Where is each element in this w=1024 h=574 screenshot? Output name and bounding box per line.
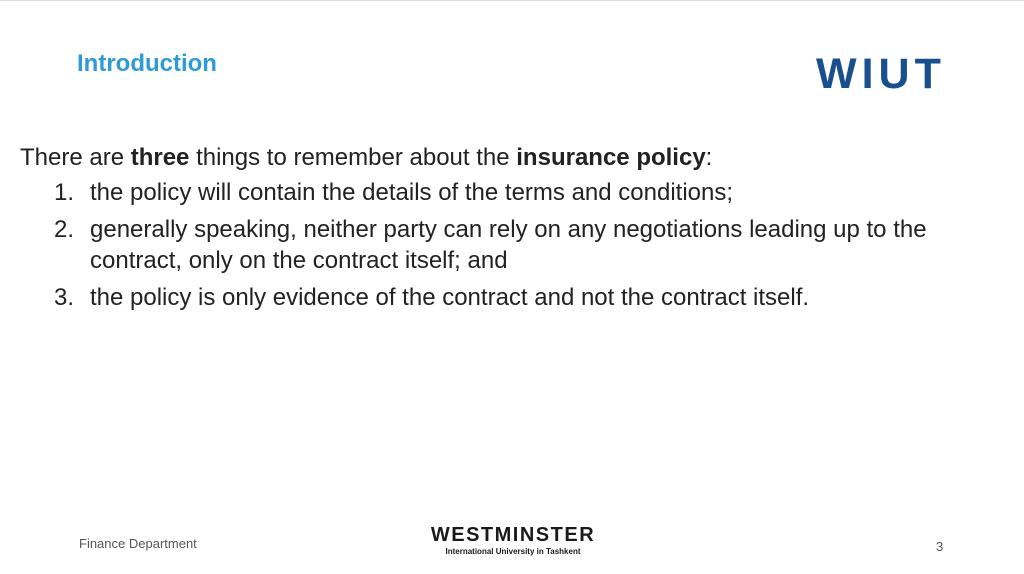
page-number: 3 <box>936 539 944 554</box>
intro-prefix: There are <box>20 144 131 171</box>
list-item-text: generally speaking, neither party can rely on any negotiations leading up to the contract, only on the contract itself; and <box>90 216 927 274</box>
slide-top-border <box>0 0 1024 1</box>
intro-bold-insurance-policy: insurance policy <box>516 144 706 171</box>
westminster-logo-main: WESTMINSTER <box>430 524 596 546</box>
wiut-logo: WIUT <box>816 50 946 98</box>
intro-line <box>20 142 980 173</box>
list-item <box>20 177 980 208</box>
list-item-number: 3. <box>54 284 75 311</box>
intro-suffix: : <box>705 144 713 171</box>
list-item <box>20 214 980 276</box>
list-item-text: the policy will contain the details of the terms and conditions; <box>90 179 734 206</box>
slide-body <box>20 142 980 319</box>
points-list <box>20 177 980 313</box>
slide-title: Introduction <box>77 50 217 77</box>
list-item-text: the policy is only evidence of the contract and not the contract itself. <box>90 284 810 311</box>
list-item-number: 2. <box>54 216 75 243</box>
list-item-number: 1. <box>54 179 75 206</box>
intro-bold-three: three <box>130 144 190 171</box>
westminster-logo-sub: International University in Tashkent <box>445 547 581 556</box>
intro-middle: things to remember about the <box>189 144 517 171</box>
list-item <box>20 282 980 313</box>
footer-department: Finance Department <box>79 536 197 551</box>
westminster-logo <box>430 524 596 558</box>
